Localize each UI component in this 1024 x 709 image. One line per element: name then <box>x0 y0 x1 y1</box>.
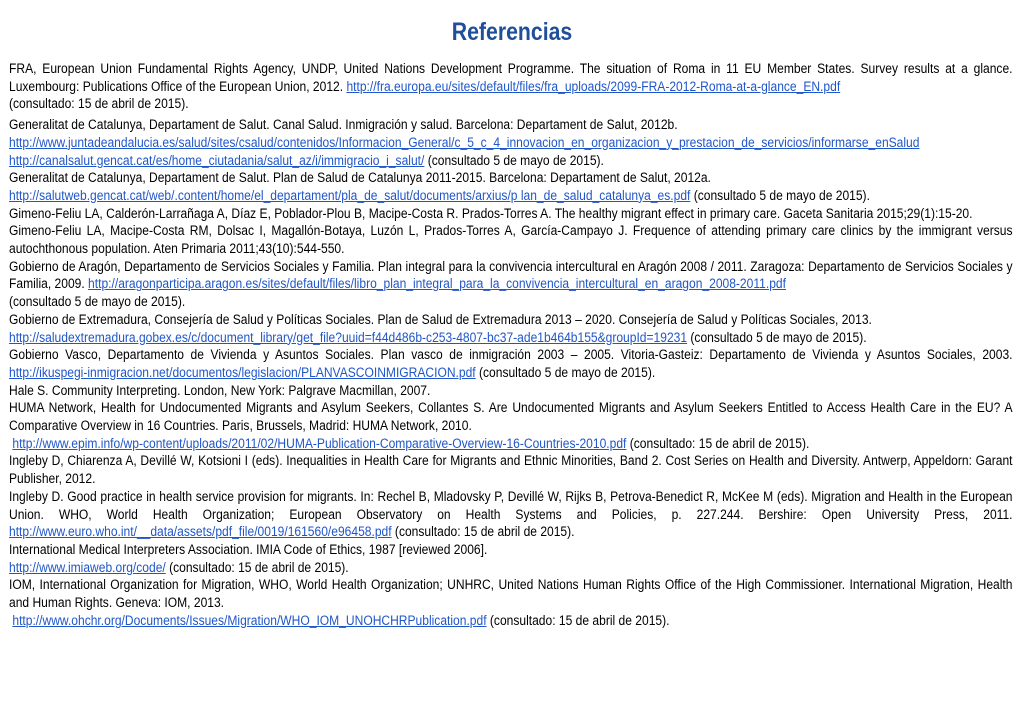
reference-text: Hale S. Community Interpreting. London, New York: Palgrave Macmillan, 2007. <box>9 382 431 398</box>
reference-consulted: (consultado 5 de mayo de 2015). <box>690 187 870 203</box>
reference-text: Gobierno Vasco, Departamento de Vivienda y Asuntos Sociales. Plan vasco de inmigración 2003 – 2005. Vitoria-Gasteiz: Departamento de Vivienda y Asuntos Sociales, 2003. <box>9 347 1013 363</box>
reference-link[interactable]: http://saludextremadura.gobex.es/c/document_library/get_file?uuid=f44d486b-c253-4807-bc37-ade1b464b155&groupId=19231 <box>9 329 688 345</box>
reference-item <box>9 169 1013 204</box>
reference-link[interactable]: http://www.imiaweb.org/code/ <box>9 559 166 575</box>
reference-text: Gimeno-Feliu LA, Macipe-Costa RM, Dolsac I, Magallón-Botaya, Luzón L, Prados-Torres A, García-Campayo J. Frequence of attending primary care clinics by the immigrant versus autochthonous population. Aten Primaria 2011;43(10):544-550. <box>9 223 1013 257</box>
reference-text: Generalitat de Catalunya, Departament de Salut. Canal Salud. Inmigración y salud. Barcelona: Departament de Salut, 2012b. <box>9 117 678 133</box>
reference-item <box>9 346 1013 381</box>
reference-consulted: (consultado: 15 de abril de 2015). <box>486 612 670 628</box>
reference-item <box>9 576 1013 629</box>
reference-link[interactable]: http://salutweb.gencat.cat/web/.content/home/el_departament/pla_de_salut/documents/arxius/p lan_de_salud_catalunya_es.pdf <box>9 187 691 203</box>
reference-text: Gimeno-Feliu LA, Calderón-Larrañaga A, Díaz E, Poblador-Plou B, Macipe-Costa R. Prados-Torres A. The healthy migrant effect in primary care. Gaceta Sanitaria 2015;29(1):15-20. <box>9 205 973 221</box>
reference-item <box>9 382 1013 400</box>
reference-text: Ingleby D. Good practice in health service provision for migrants. In: Rechel B, Mladovsky P, Devillé W, Rijks B, Petrova-Benedict R, McKee M (eds). Migration and Health in the European Union. WHO, World Health Organization; European Observatory on Health Systems and Policies, p. 227.244. Bershire: Open University Press, 2011. <box>9 488 1013 522</box>
reference-consulted: (consultado: 15 de abril de 2015). <box>9 96 189 112</box>
reference-text: Gobierno de Extremadura, Consejería de Salud y Políticas Sociales. Plan de Salud de Extremadura 2013 – 2020. Consejería de Salud y Políticas Sociales, 2013. <box>9 311 872 327</box>
reference-item <box>9 399 1013 452</box>
reference-link[interactable]: http://ikuspegi-inmigracion.net/documentos/legislacion/PLANVASCOINMIGRACION.pdf <box>9 364 476 380</box>
reference-consulted: (consultado 5 de mayo de 2015). <box>9 294 186 310</box>
reference-consulted: (consultado 5 de mayo de 2015). <box>475 364 656 380</box>
reference-item <box>9 205 1013 223</box>
reference-link[interactable]: http://www.ohchr.org/Documents/Issues/Migration/WHO_IOM_UNOHCHRPublication.pdf <box>12 612 487 628</box>
reference-item <box>9 222 1013 257</box>
reference-link[interactable]: http://aragonparticipa.aragon.es/sites/default/files/libro_plan_integral_para_la_convivencia_intercultural_en_aragon_2008-2011.pdf <box>88 276 786 292</box>
reference-consulted: (consultado 5 de mayo de 2015). <box>424 152 604 168</box>
reference-list <box>9 60 1013 630</box>
reference-link[interactable]: http://www.juntadeandalucia.es/salud/sites/csalud/contenidos/Informacion_General/c_5_c_4_innovacion_en_organizacion_y_prestacion_de_servicios/informarse_enSalud <box>9 134 920 150</box>
reference-item <box>9 116 1013 169</box>
reference-consulted: (consultado: 15 de abril de 2015). <box>626 435 810 451</box>
reference-text: International Medical Interpreters Association. IMIA Code of Ethics, 1987 [reviewed 2006]. <box>9 541 488 557</box>
reference-consulted: (consultado: 15 de abril de 2015). <box>391 524 575 540</box>
reference-link[interactable]: http://fra.europa.eu/sites/default/files/fra_uploads/2099-FRA-2012-Roma-at-a-glance_EN.pdf <box>346 78 841 94</box>
reference-item <box>9 311 1013 346</box>
reference-item <box>9 541 1013 576</box>
reference-link[interactable]: http://www.epim.info/wp-content/uploads/2011/02/HUMA-Publication-Comparative-Overview-16-Countries-2010.pdf <box>12 435 627 451</box>
reference-item <box>9 258 1013 311</box>
reference-text: Generalitat de Catalunya, Departament de Salut. Plan de Salud de Catalunya 2011-2015. Barcelona: Departament de Salut, 2012a. <box>9 170 711 186</box>
reference-text: HUMA Network, Health for Undocumented Migrants and Asylum Seekers, Collantes S. Are Undocumented Migrants and Asylum Seekers Entitled to Access Health Care in the EU? A Comparative Overview in 16 Countries. Paris, Brussels, Madrid: HUMA Network, 2010. <box>9 400 1013 434</box>
reference-link[interactable]: http://canalsalut.gencat.cat/es/home_ciutadania/salut_az/i/immigracio_i_salut/ <box>9 152 425 168</box>
reference-text: Gobierno de Aragón, Departamento de Servicios Sociales y Familia. Plan integral para la convivencia intercultural en Aragón 2008 / 2011. Zaragoza: Departamento de Servicios Sociales y Familia, 2009. <box>9 258 1013 292</box>
reference-consulted: (consultado: 15 de abril de 2015). <box>165 559 349 575</box>
reference-text: FRA, European Union Fundamental Rights Agency, UNDP, United Nations Development Programme. The situation of Roma in 11 EU Member States. Survey results at a glance. Luxembourg: Publications Office of the European Union, 2012. <box>9 61 1013 94</box>
reference-text: IOM, International Organization for Migration, WHO, World Health Organization; UNHRC, United Nations Human Rights Office of the High Commissioner. International Migration, Health and Human Rights. Geneva: IOM, 2013. <box>9 577 1013 611</box>
reference-link[interactable]: http://www.euro.who.int/__data/assets/pdf_file/0019/161560/e96458.pdf <box>9 524 392 540</box>
page-title: Referencias <box>451 18 573 46</box>
reference-item <box>9 452 1013 487</box>
reference-text: Ingleby D, Chiarenza A, Devillé W, Kotsioni I (eds). Inequalities in Health Care for Migrants and Ethnic Minorities, Band 2. Cost Series on Health and Diversity. Antwerp, Appeldorn: Garant Publisher, 2012. <box>9 453 1013 487</box>
reference-item <box>9 488 1013 541</box>
reference-item <box>9 60 1013 113</box>
reference-consulted: (consultado 5 de mayo de 2015). <box>687 329 867 345</box>
